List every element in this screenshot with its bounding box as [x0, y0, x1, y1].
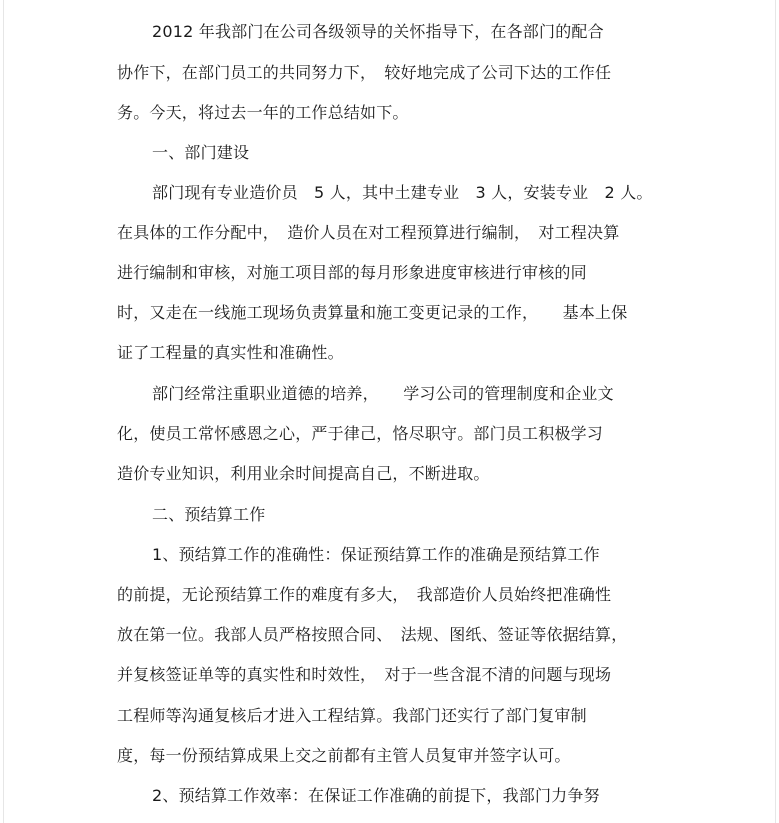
paragraph-line: 的前提，无论预结算工作的难度有多大， 我部造价人员始终把准确性	[117, 585, 612, 604]
paragraph-line: 放在第一位。我部人员严格按照合同、 法规、图纸、签证等依据结算，	[117, 625, 628, 644]
paragraph-line: 时，又走在一线施工现场负责算量和施工变更记录的工作， 基本上保	[117, 303, 628, 322]
paragraph-line: 1、预结算工作的准确性：保证预结算工作的准确是预结算工作	[152, 545, 600, 564]
paragraph-line: 工程师等沟通复核后才进入工程结算。我部门还实行了部门复审制	[117, 706, 587, 725]
section-heading: 二、预结算工作	[152, 505, 266, 524]
paragraph-line: 进行编制和审核，对施工项目部的每月形象进度审核进行审核的同	[117, 263, 587, 282]
paragraph-line: 证了工程量的真实性和准确性。	[117, 343, 344, 362]
paragraph-line: 部门经常注重职业道德的培养， 学习公司的管理制度和企业文	[152, 384, 614, 403]
paragraph-line: 并复核签证单等的真实性和时效性， 对于一些含混不清的问题与现场	[117, 665, 612, 684]
page-right-edge	[775, 0, 776, 823]
paragraph-line: 务。今天，将过去一年的工作总结如下。	[117, 103, 409, 122]
paragraph-line: 协作下，在部门员工的共同努力下， 较好地完成了公司下达的工作任	[117, 63, 612, 82]
paragraph-line: 度，每一份预结算成果上交之前都有主管人员复审并签字认可。	[117, 746, 571, 765]
paragraph-line: 2、预结算工作效率：在保证工作准确的前提下，我部门力争努	[152, 786, 600, 805]
page-left-edge	[3, 0, 4, 823]
paragraph-line: 2012 年我部门在公司各级领导的关怀指导下，在各部门的配合	[152, 22, 604, 41]
paragraph-line: 部门现有专业造价员 5 人，其中土建专业 3 人，安装专业 2 人。	[152, 183, 653, 202]
paragraph-line: 化，使员工常怀感恩之心，严于律己，恪尽职守。部门员工积极学习	[117, 424, 604, 443]
paragraph-line: 在具体的工作分配中， 造价人员在对工程预算进行编制， 对工程决算	[117, 223, 620, 242]
section-heading: 一、部门建设	[152, 143, 250, 162]
paragraph-line: 造价专业知识，利用业余时间提高自己，不断进取。	[117, 464, 490, 483]
